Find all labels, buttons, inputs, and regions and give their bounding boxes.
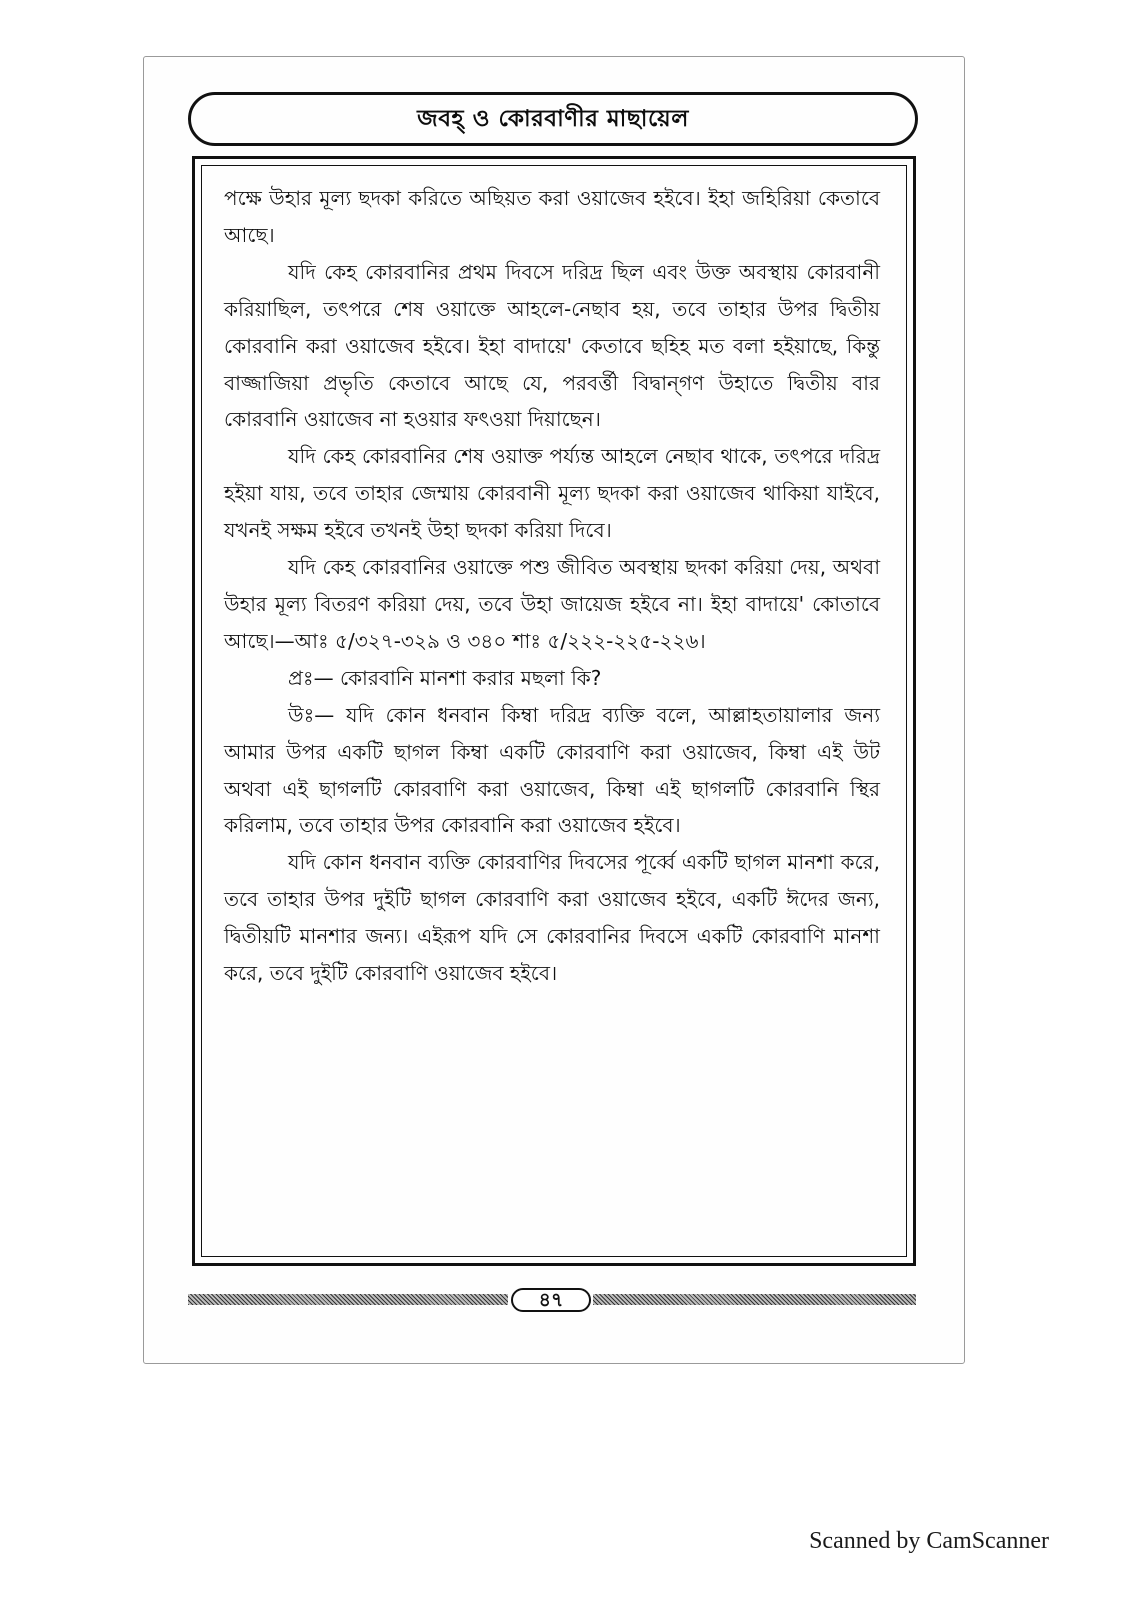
page-number: ৪৭ [538, 1288, 564, 1311]
title-banner [188, 92, 918, 146]
footer-hatch-left [188, 1294, 508, 1305]
paragraph-1: পক্ষে উহার মূল্য ছদকা করিতে অছিয়ত করা ওয়াজেব হইবে। ইহা জহিরিয়া কেতাবে আছে। [224, 186, 880, 247]
page-number-badge [511, 1288, 591, 1312]
paragraph-7: যদি কোন ধনবান ব্যক্তি কোরবাণির দিবসের পূর্ব্বে একটি ছাগল মানশা করে, তবে তাহার উপর দুইটি ছাগল কোরবাণি করা ওয়াজেব হইবে, একটি ঈদের জন্য, দ্বিতীয়টি মানশার জন্য। এইরূপ যদি সে কোরবানির দিবসে একটি কোরবাণি মানশা করে, তবে দুইটি কোরবাণি ওয়াজেব হইবে। [224, 850, 880, 986]
page-title: জবহ্ ও কোরবাণীর মাছায়েল [417, 105, 689, 132]
answer-paragraph: উঃ— যদি কোন ধনবান কিম্বা দরিদ্র ব্যক্তি বলে, আল্লাহতায়ালার জন্য আমার উপর একটি ছাগল কিম্বা একটি কোরবাণি করা ওয়াজেব, কিম্বা এই উট অথবা এই ছাগলটি কোরবাণি করা ওয়াজেব, কিম্বা এই ছাগলটি কোরবানি স্থির করিলাম, তবে তাহার উপর কোরবানি করা ওয়াজেব হইবে। [224, 702, 880, 838]
footer-hatch-right [593, 1294, 916, 1305]
paragraph-3: যদি কেহ কোরবানির শেষ ওয়াক্ত পর্য্যন্ত আহলে নেছাব থাকে, তৎপরে দরিদ্র হইয়া যায়, তবে তাহার জেম্মায় কোরবানী মূল্য ছদকা করা ওয়াজেব থাকিয়া যাইবে, যখনই সক্ষম হইবে তখনই উহা ছদকা করিয়া দিবে। [224, 444, 880, 543]
question-line: প্রঃ— কোরবানি মানশা করার মছলা কি? [288, 665, 602, 690]
paragraph-4: যদি কেহ কোরবানির ওয়াক্তে পশু জীবিত অবস্থায় ছদকা করিয়া দেয়, অথবা উহার মূল্য বিতরণ করিয়া দেয়, তবে উহা জায়েজ হইবে না। ইহা বাদায়ে' কোতাবে আছে।—আঃ ৫/৩২৭-৩২৯ ও ৩৪০ শাঃ ৫/২২২-২২৫-২২৬। [224, 555, 880, 653]
page-footer [188, 1288, 916, 1312]
body-text [224, 180, 880, 992]
paragraph-2: যদি কেহ কোরবানির প্রথম দিবসে দরিদ্র ছিল এবং উক্ত অবস্থায় কোরবানী করিয়াছিল, তৎপরে শেষ ওয়াক্তে আহলে-নেছাব হয়, তবে তাহার উপর দ্বিতীয় কোরবানি করা ওয়াজেব হইবে। ইহা বাদায়ে' কেতাবে ছহিহ মত বলা হইয়াছে, কিন্তু বাজ্জাজিয়া প্রভৃতি কেতাবে আছে যে, পরবর্ত্তী বিদ্বান্‌গণ উহাতে দ্বিতীয় বার কোরবানি ওয়াজেব না হওয়ার ফৎওয়া দিয়াছেন। [224, 259, 880, 432]
scanner-watermark: Scanned by CamScanner [809, 1528, 1049, 1554]
